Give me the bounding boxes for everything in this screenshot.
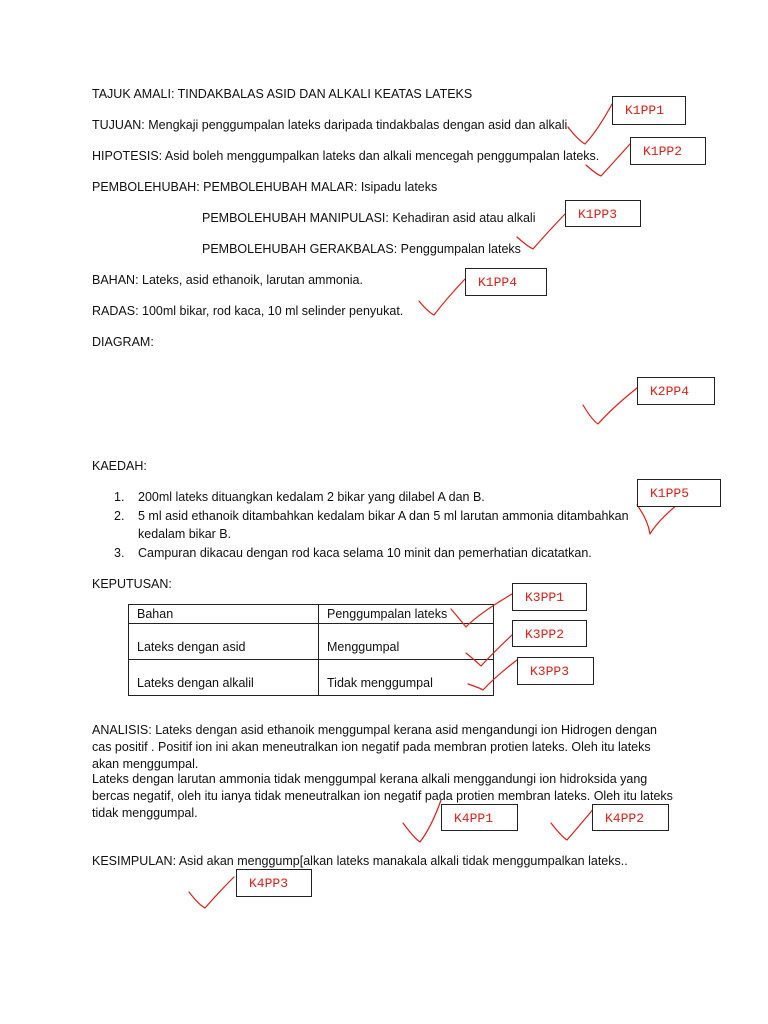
table-header-cell: Penggumpalan lateks [319,605,494,624]
table-cell: Lateks dengan asid [129,624,319,660]
method-step-number: 2. [114,509,125,523]
variable-responding: PEMBOLEHUBAH GERAKBALAS: Penggumpalan lateks [202,242,521,256]
checkmark [583,388,637,424]
checkmark [568,104,612,144]
variable-manipulated: PEMBOLEHUBAH MANIPULASI: Kehadiran asid atau alkali [202,211,536,225]
table-row [129,624,494,660]
method-step-text: Campuran dikacau dengan rod kaca selama 10 minit dan pemerhatian dicatatkan. [138,546,592,560]
results-table [128,604,494,696]
table-header-row [129,605,494,624]
mark-box-k1pp2: K1PP2 [630,137,706,165]
table-cell: Lateks dengan alkalil [129,660,319,696]
mark-box-k4pp1: K4PP1 [441,804,518,831]
method-step-text-continued: kedalam bikar B. [138,527,232,541]
mark-box-k1pp3: K1PP3 [565,200,641,227]
variable-constant: PEMBOLEHUBAH: PEMBOLEHUBAH MALAR: Isipadu lateks [92,180,438,194]
materials-line: BAHAN: Lateks, asid ethanoik, larutan ammonia. [92,273,363,287]
table-header-cell: Bahan [129,605,319,624]
method-heading: KAEDAH: [92,459,147,473]
analysis-paragraph-1: ANALISIS: Lateks dengan asid ethanoik menggumpal kerana asid mengandungi ion Hidrogen dengan cas positif . Positif ion ini akan meneutralkan ion negatif pada membran protien lateks. Oleh itu lateks akan menggumpal. [92,723,657,771]
mark-box-k3pp1: K3PP1 [512,583,587,611]
checkmark [189,877,234,908]
method-step-number: 3. [114,546,125,560]
practical-title: TAJUK AMALI: TINDAKBALAS ASID DAN ALKALI KEATAS LATEKS [92,87,473,101]
analysis-paragraph-2: Lateks dengan larutan ammonia tidak menggumpal kerana alkali menggandungi ion hidroksida yang bercas negatif, oleh itu ianya tidak meneutralkan ion negatif pada protien membran lateks. Oleh itu lateks tidak menggumpal. [92,772,673,820]
table-cell: Tidak menggumpal [319,660,494,696]
conclusion-line: KESIMPULAN: Asid akan menggump[alkan lateks manakala alkali tidak menggumpalkan lateks.. [92,854,628,868]
objective-line: TUJUAN: Mengkaji penggumpalan lateks daripada tindakbalas dengan asid dan alkali. [92,118,571,132]
apparatus-line: RADAS: 100ml bikar, rod kaca, 10 ml selinder penyukat. [92,304,404,318]
mark-box-k2pp4: K2PP4 [637,377,715,405]
method-step-number: 1. [114,490,125,504]
mark-box-k3pp3: K3PP3 [517,657,594,685]
mark-box-k3pp2: K3PP2 [512,620,587,647]
mark-box-k1pp1: K1PP1 [612,96,686,125]
diagram-heading: DIAGRAM: [92,335,154,349]
method-step-text: 5 ml asid ethanoik ditambahkan kedalam bikar A dan 5 ml larutan ammonia ditambahkan [138,509,629,523]
mark-box-k4pp2: K4PP2 [592,804,669,831]
mark-box-k4pp3: K4PP3 [236,869,312,897]
hypothesis-line: HIPOTESIS: Asid boleh menggumpalkan lateks dan alkali mencegah penggumpalan lateks. [92,149,600,163]
table-cell: Menggumpal [319,624,494,660]
method-step-text: 200ml lateks dituangkan kedalam 2 bikar yang dilabel A dan B. [138,490,485,504]
table-row [129,660,494,696]
mark-box-k1pp5: K1PP5 [637,479,721,507]
checkmark [419,279,465,315]
results-heading: KEPUTUSAN: [92,577,172,591]
mark-box-k1pp4: K1PP4 [465,268,547,296]
